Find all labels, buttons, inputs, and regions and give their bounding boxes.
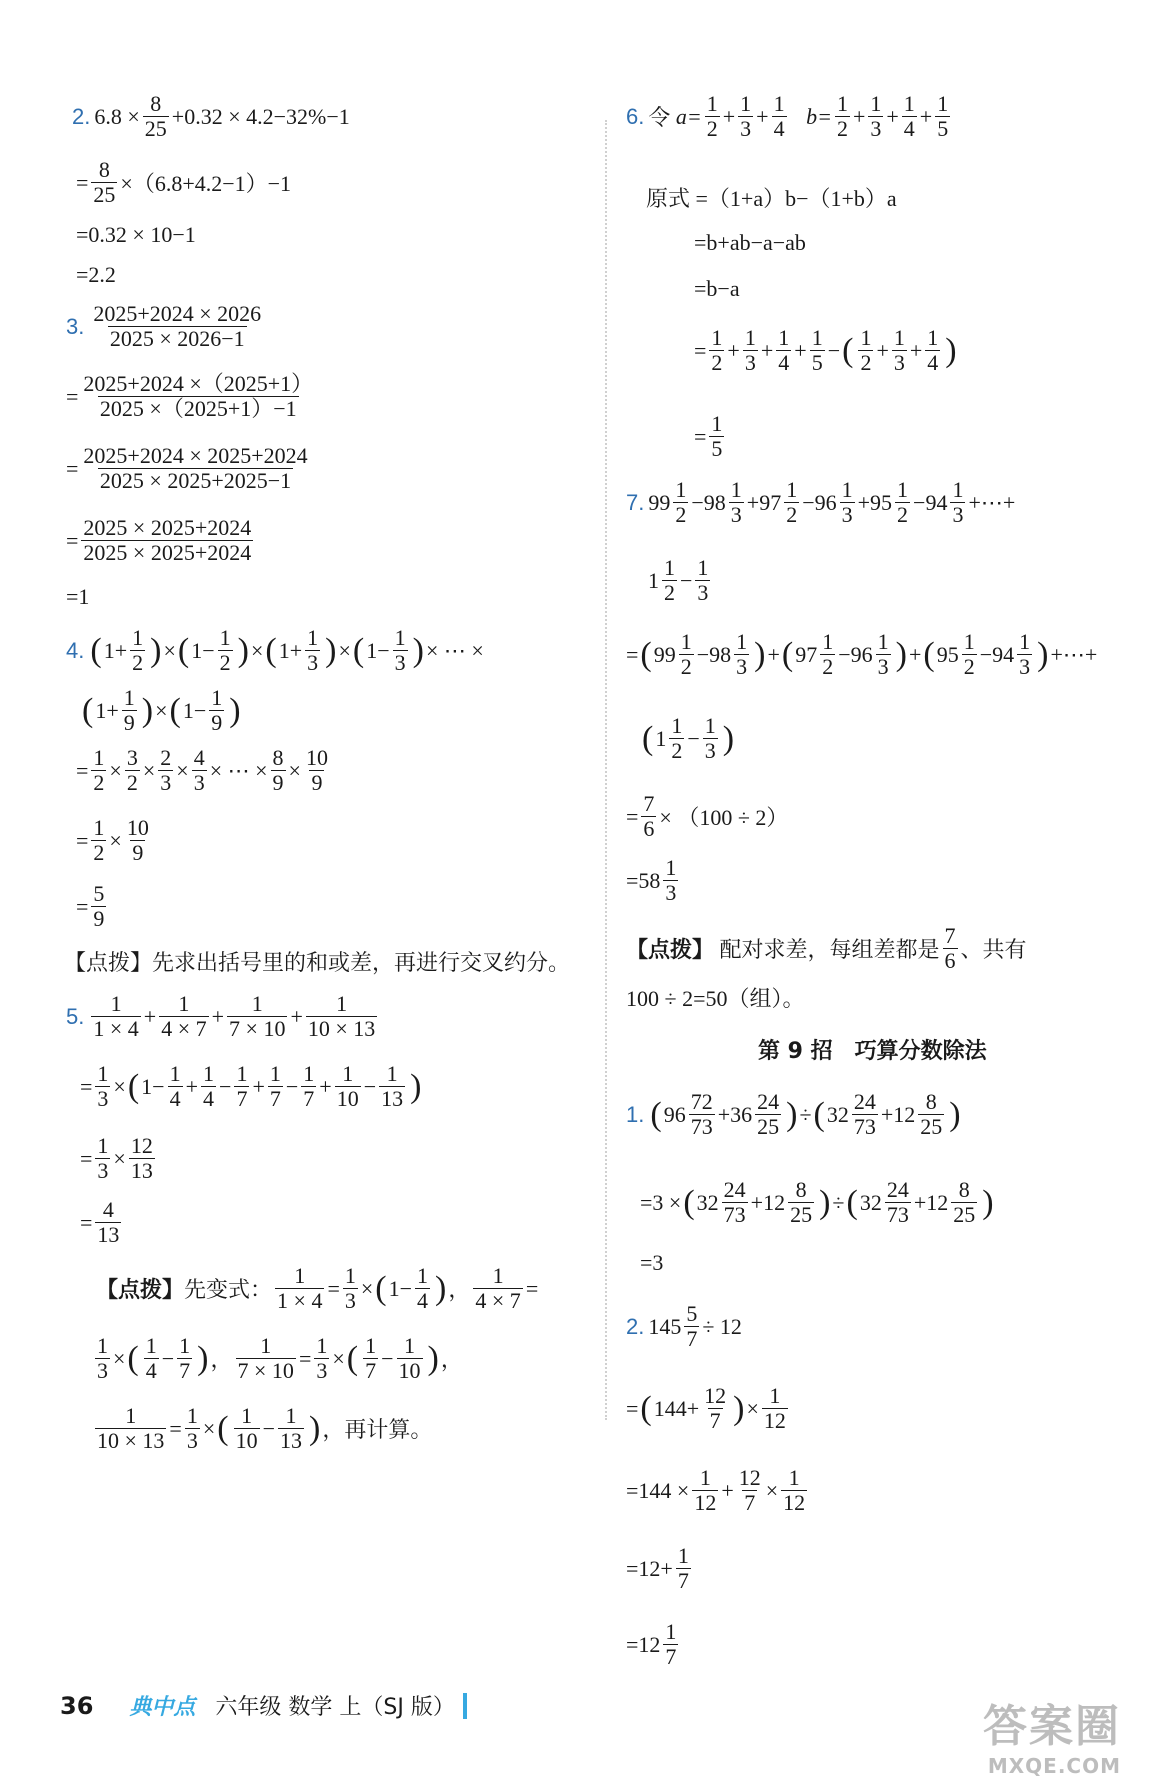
denominator: 25 (93, 182, 116, 208)
tip-text: 配对求差，每组差都是 (719, 937, 940, 963)
tip-text: 、共有 (960, 937, 1027, 963)
problem-7-line-2: 1 1 2 − 1 3 (648, 555, 709, 606)
numerator: 2025+2024 × 2026 (93, 301, 262, 326)
column-divider (605, 120, 607, 1420)
expr: = (76, 169, 89, 195)
problem-number: 5. (66, 1003, 85, 1029)
problem-4-line-4: = 1 2 × 10 9 (76, 815, 149, 866)
question-1-result: =3 (640, 1250, 664, 1275)
problem-number: 2. (72, 103, 91, 129)
expr: =58 (626, 867, 661, 893)
question-2-result: =12 1 7 (626, 1619, 677, 1670)
question-1-line-2: =3 × ( 32 24 73 +12 8 25 ) ÷ ( 32 24 73 +12 8 25 ) (640, 1177, 994, 1228)
problem-5-line-1: 5. 1 1 × 4 + 1 4 × 7 + 1 7 × 10 + 1 10 × 13 (66, 991, 376, 1042)
fraction (81, 372, 315, 421)
problem-6-line-2: 原式 =（1+a）b−（1+b）a (646, 186, 897, 211)
tip-3-line-2: 100 ÷ 2=50（组）。 (626, 986, 805, 1011)
problem-3-result: =1 (66, 584, 90, 609)
problem-6-line-5: = 1 2 + 1 3 + 1 4 + 1 5 − ( 1 2 + 1 3 + 1 4 ) (694, 325, 957, 376)
expr: × （100 ÷ 2） (659, 805, 789, 831)
section-heading: 第 9 招 巧算分数除法 (758, 1039, 987, 1064)
fraction (91, 158, 117, 207)
problem-7-result: =58 1 3 (626, 855, 677, 906)
expr: ×（6.8+4.2−1）−1 (120, 171, 292, 197)
tip-text: 先变式： (184, 1277, 273, 1303)
fraction (81, 516, 253, 565)
expr: 145 (648, 1313, 682, 1339)
problem-7-line-1: 7. 99 1 2 −98 1 3 +97 1 2 −96 1 3 +95 1 2 −94 1 3 +⋯+ (626, 477, 1016, 528)
problem-6-line-3: =b+ab−a−ab (694, 230, 806, 255)
problem-number: 3. (66, 313, 85, 339)
problem-5-result: = 4 13 (80, 1197, 120, 1248)
var-a: a= (675, 103, 702, 129)
denominator: 2025 × 2025+2025−1 (99, 468, 292, 494)
series-title: 六年级 数学 上（SJ 版） (215, 1695, 455, 1720)
tip-label: 【点拨】 (626, 937, 715, 963)
problem-number: 1. (626, 1101, 645, 1127)
tip-2-line-1: 【点拨】 先变式： 1 1 × 4 = 1 3 × ( 1− 1 4 ) ， 1 4 × 7 = (96, 1263, 539, 1314)
watermark-logo (983, 1690, 1121, 1778)
numerator: 8 (98, 157, 110, 182)
tip-1: 【点拨】先求出括号里的和或差，再进行交叉约分。 (64, 950, 571, 975)
tip-label: 【点拨】 (96, 1277, 185, 1303)
problem-number: 6. (626, 103, 645, 129)
page-footer (60, 1690, 467, 1721)
problem-2-line-1 (72, 92, 350, 141)
tip-3-line-1: 【点拨】 配对求差，每组差都是 7 6 、共有 (626, 923, 1027, 974)
problem-2-line-2 (76, 158, 291, 207)
numerator: 8 (150, 91, 162, 116)
brand-logo: 典中点 (129, 1695, 196, 1720)
problem-number: 2. (626, 1313, 645, 1339)
problem-3-line-1 (66, 302, 266, 351)
watermark-text: 答案圈 (983, 1701, 1121, 1752)
expr: 令 (648, 105, 671, 131)
problem-6-line-1: 6. 令 a= $\frac{1}{2}$ + 1 3 + 1 4 b= $\frac{1}{2}$ + 1 3 + 1 4 + 1 5 (626, 91, 949, 142)
problem-3-line-2: = $\frac{2025+2024 \times(2025+1)}{2025 \times(2025+1)-1}$ (66, 371, 314, 422)
denominator: 25 (144, 116, 167, 142)
denominator: 2025 × 2025+2024 (83, 540, 252, 566)
question-2-line-2: = ( 144+ 12 7 ) × 1 12 (626, 1383, 786, 1434)
var-b: b= (806, 103, 832, 129)
watermark-url: MXQE.COM (987, 1754, 1121, 1778)
denominator: 2025 × 2026−1 (109, 326, 245, 352)
question-2-line-3: =144 × 1 12 + 12 7 × 1 12 (626, 1465, 806, 1516)
question-1-line-1: 1. ( 96 72 73 +36 24 25 ) ÷ ( 32 24 73 +12 8 25 ) (626, 1089, 961, 1140)
fraction (81, 444, 309, 493)
expr: +0.32 × 4.2−32%−1 (171, 103, 350, 129)
problem-number: 4. (66, 637, 85, 663)
question-2-line-1: 2. 145 $\frac{5}{7}$ ÷ 12 (626, 1301, 742, 1352)
problem-3-line-4: = $\frac{2025 \times 2025+2024}{2025 \times 2025+2024}$ (66, 515, 252, 566)
tip-2-line-3: 1 10 × 13 = 1 3 × ( 1 10 − 1 13 ) ， 再计算。 (97, 1403, 433, 1454)
expr: ÷ 12 (702, 1313, 742, 1339)
problem-3-line-3: = $\frac{2025+2024 \times 2025+2024}{2025 \times 2025+2025-1}$ (66, 443, 308, 494)
problem-7-line-4: ( 1 1 2 − 1 3 ) (642, 713, 735, 764)
problem-4-result: = $\frac{5}{9}$ (76, 881, 105, 932)
problem-4-line-2: ( 1+ 1 9 ) × ( 1− 1 9 ) (82, 685, 241, 736)
numerator: 2025 × 2025+2024 (83, 515, 252, 540)
denominator: 2025 ×（2025+1）−1 (99, 396, 297, 422)
footer-accent-bar (463, 1693, 467, 1719)
problem-6-line-4: =b−a (694, 276, 740, 301)
page-number: 36 (60, 1691, 94, 1720)
tip-2-line-2: 1 3 × ( 1 4 − 1 7 ) ， 1 7 × 10 = 1 3 × ( 1 7 − 1 10 ) ， (97, 1333, 463, 1384)
problem-4-line-1: 4. ( 1+ 1 2 ) × ( 1− 1 2 ) × ( 1+ 1 3 ) × ( 1− 1 3 ) × ⋯ × (66, 625, 484, 676)
problem-number: 7. (626, 489, 645, 515)
problem-5-line-3: = 1 3 × 12 13 (80, 1133, 153, 1184)
fraction (143, 92, 169, 141)
problem-7-line-5: = $\frac{7}{6}$ × （100 ÷ 2） (626, 791, 789, 842)
problem-2-line-4: =2.2 (76, 262, 116, 287)
fraction (91, 302, 263, 351)
question-2-line-4: =12+ 1 7 (626, 1543, 689, 1594)
problem-7-line-3: = ( 99 1 2 −98 1 3 ) + ( 97 1 2 −96 1 3 ) + ( 95 1 2 −94 1 3 ) +⋯+ (626, 629, 1098, 680)
tip-text: 再计算。 (344, 1417, 433, 1443)
problem-6-result: = 1 5 (694, 411, 723, 462)
problem-2-line-3: =0.32 × 10−1 (76, 222, 196, 247)
numerator: 2025+2024 × 2025+2024 (83, 443, 308, 468)
expr: 6.8 × (94, 103, 140, 129)
problem-4-line-3: = 1 2 × 3 2 × 2 3 × 4 3 × ⋯ × 8 9 × 10 9 (76, 745, 328, 796)
problem-5-line-2: = 1 3 × ( 1− 1 4 + 1 4 − 1 7 + 1 7 − 1 7 + 1 10 − 1 13 ) (80, 1061, 422, 1112)
numerator: 2025+2024 ×（2025+1） (83, 371, 314, 396)
